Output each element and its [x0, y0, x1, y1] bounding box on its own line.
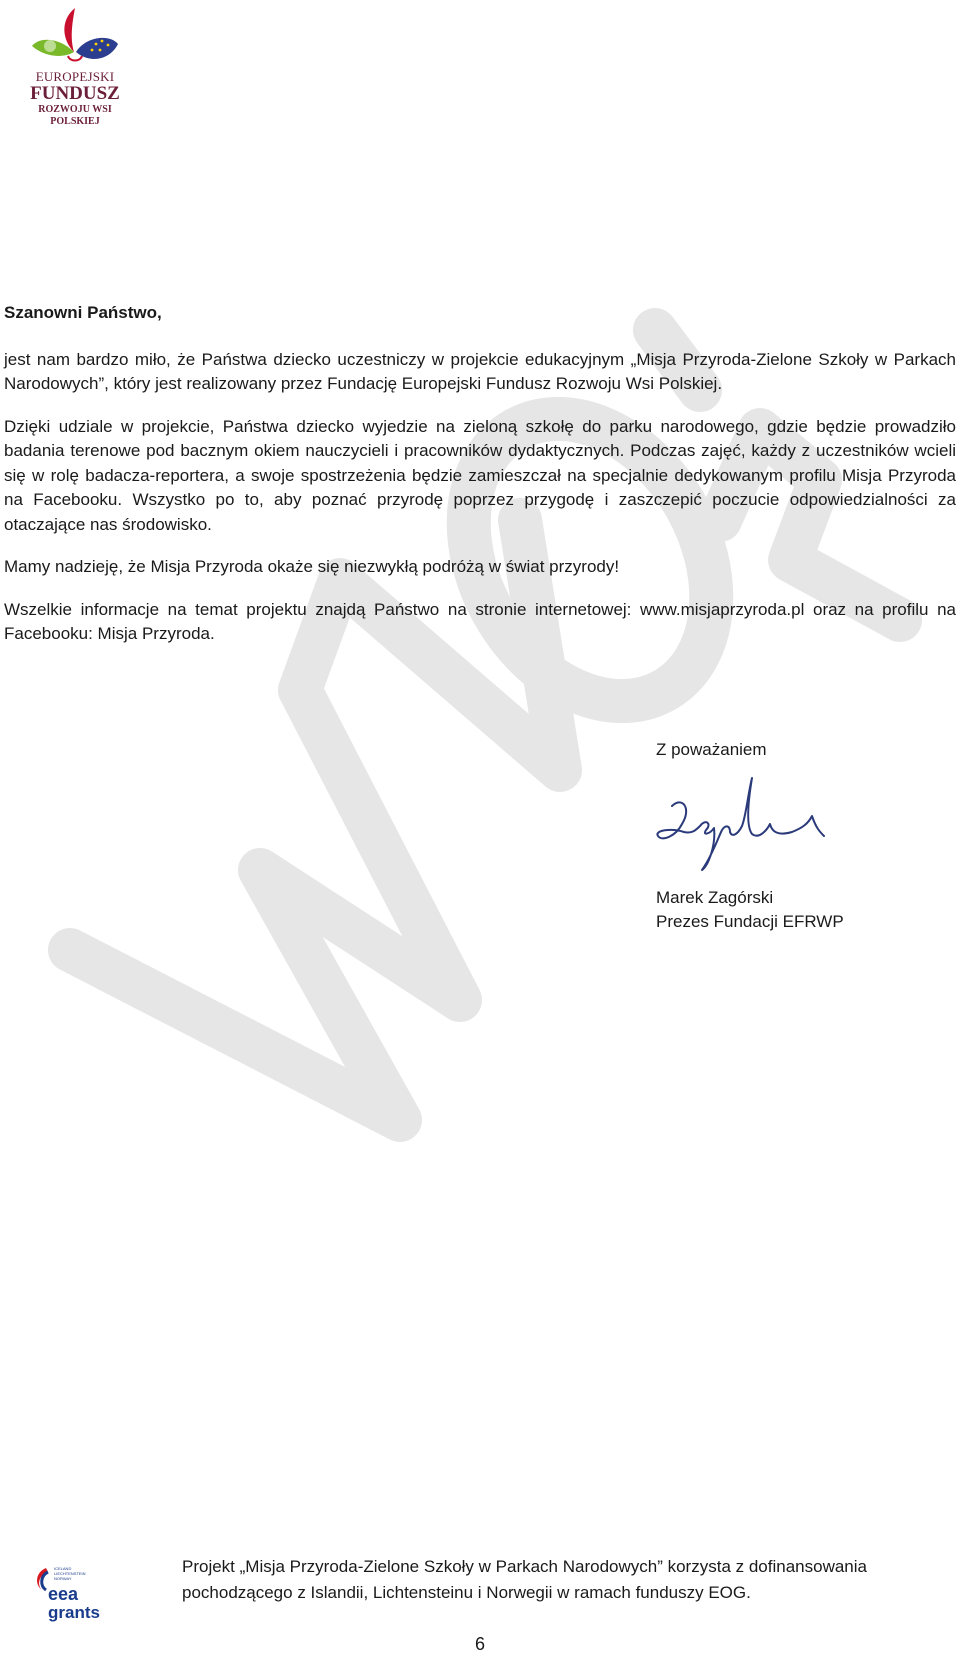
handwritten-signature	[652, 776, 832, 876]
footer-line-1: Projekt „Misja Przyroda-Zielone Szkoły w Parkach Narodowych” korzysta z dofinansowania	[182, 1557, 867, 1576]
logo-text-rozwoju: ROZWOJU WSI POLSKIEJ	[38, 104, 112, 127]
watermark-letter-w	[70, 690, 460, 1120]
page-number: 6	[474, 1634, 485, 1654]
eea-grants-logo	[32, 1564, 112, 1624]
letter-body	[4, 301, 956, 665]
eea-word: eea	[48, 1584, 79, 1604]
signer-name: Marek Zagórski	[656, 888, 774, 907]
logo-text-europejski: EUROPEJSKI	[35, 69, 115, 84]
closing: Z poważaniem	[656, 740, 767, 759]
footer-line-2: pochodzącego z Islandii, Lichtensteinu i Norwegii w ramach funduszy EOG.	[182, 1583, 751, 1602]
paragraph-hope: Mamy nadzieję, że Misja Przyroda okaże się niezwykłą podróżą w świat przyrody!	[4, 557, 620, 576]
footer-text	[182, 1554, 952, 1606]
logo-text-fundusz: FUNDUSZ	[30, 83, 120, 104]
greeting: Szanowni Państwo,	[4, 303, 162, 322]
signer-title: Prezes Fundacji EFRWP	[656, 912, 844, 931]
paragraph-intro: jest nam bardzo miło, że Państwa dziecko uczestniczy w projekcie edukacyjnym „Misja Przyroda-Zielone Szkoły w Parkach Narodowych”, który jest realizowany przez Fundację Europejski Fundusz Rozwoju Wsi Polskiej.	[4, 349, 956, 393]
eea-small-norway: NORWAY	[54, 1576, 72, 1581]
grants-word: grants	[48, 1603, 100, 1622]
paragraph-info: Wszelkie informacje na temat projektu znajdą Państwo na stronie internetowej: www.misjaprzyroda.pl oraz na profilu na Facebooku: Misja Przyroda.	[4, 599, 956, 643]
efrwp-logo	[16, 6, 134, 128]
eea-small-iceland: ICELAND	[54, 1566, 72, 1571]
eea-small-liechtenstein: LIECHTENSTEIN	[54, 1571, 86, 1576]
signer-block	[656, 886, 844, 934]
efrwp-leaves-icon	[30, 6, 120, 68]
paragraph-project: Dzięki udziale w projekcie, Państwa dziecko wyjedzie na zieloną szkołę do parku narodowego, gdzie będzie prowadziło badania terenowe pod bacznym okiem nauczycieli i pracowników dydaktycznych. Podczas zajęć, każdy z uczestników wcieli się w rolę badacza-reportera, a swoje spostrzeżenia będzie zamieszczał na specjalnie dedykowanym profilu Misja Przyroda na Facebooku. Wszystko po to, aby poznać przyrodę poprzez przygodę i zaszczepić poczucie odpowiedzialności za otaczające nas środowisko.	[4, 416, 956, 534]
